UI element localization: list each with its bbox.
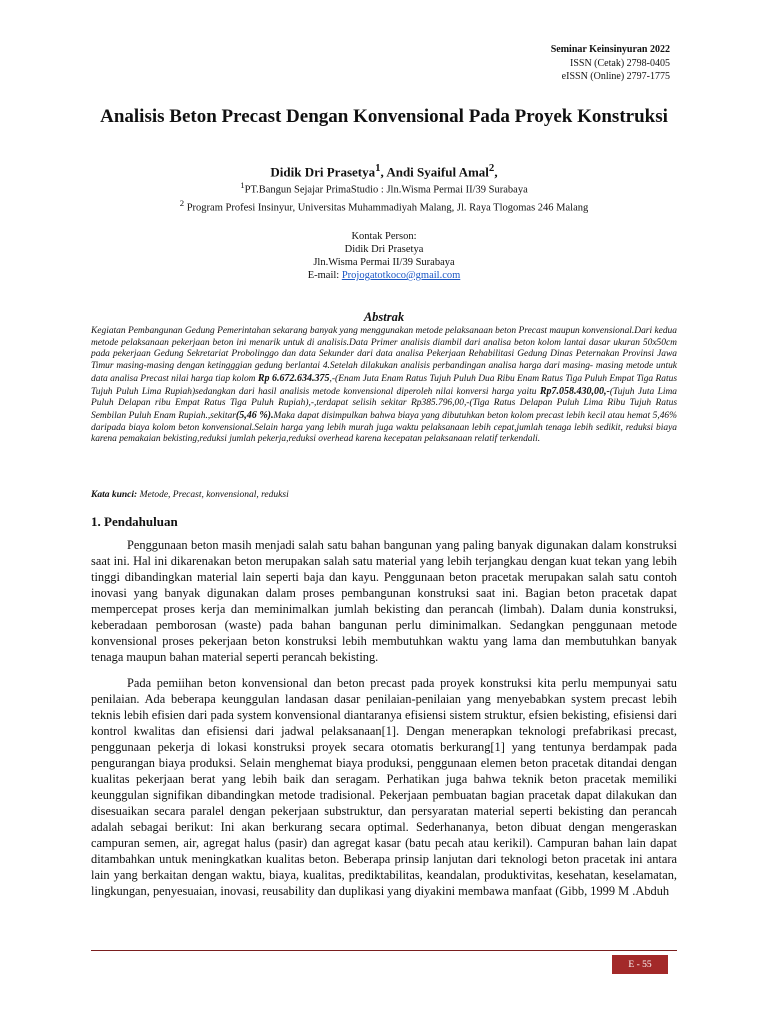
contact-name: Didik Dri Prasetya (344, 244, 424, 255)
author-1: Didik Dri Prasetya (270, 164, 376, 180)
authors (90, 162, 678, 180)
abstract-text (91, 326, 677, 446)
abstract-part-3: (Tujuh Juta Lima Puluh Delapan ribu Empat Ratus Tiga Puluh Rupiah),-,terdapat selisih sekitar Rp385.796,00,-(Tiga Ratus Delapan Puluh Lima Ribu Tujuh Ratus Sembilan Puluh Enam Rupiah.,sekitar (91, 386, 677, 421)
affiliations (90, 179, 678, 214)
contact-block (90, 230, 678, 282)
affiliation-1 (90, 179, 678, 197)
affiliation-1-text: PT.Bangun Sejajar PrimaStudio : Jln.Wisma Permai II/39 Surabaya (244, 184, 528, 196)
abstract-precast-price: Rp 6.672.634.375 (257, 372, 330, 384)
affiliation-1-sup: 1 (240, 180, 245, 190)
abstract-conventional-price: Rp7.058.430,00,- (539, 385, 610, 397)
abstract-part-1: Kegiatan Pembangunan Gedung Pemerintahan sekarang banyak yang menggunakan metode pelaksanaan beton Precast maupun konvensional.Dari kedua metode pelaksanaan pekerjaan beton ini menarik untuk di analisis.Data Primer analisis diambil dari analisa beton kolom lantai dasar ukuran 50x50cm pada pekerjaan Gedung Sekretariat Probolinggo dan data Sekunder dari data analisa Pekerjaan Rehabilitasi Gedung Dinas Peternakan Provinsi Jawa Timur masing-masing dengan ketingggian gedung berlantai 4.Setelah dilakukan analisis perbandingan analisa harga dari masing- masing metode untuk data analisa Precast nilai harga tiap kolom (91, 326, 677, 384)
contact-email-line (90, 269, 678, 282)
abstract-percentage: (5,46 %). (235, 409, 274, 421)
paragraph-1: Penggunaan beton masih menjadi salah satu bahan bangunan yang paling banyak digunakan dalam konstruksi saat ini. Hal ini dikarenakan beton merupakan salah satu material yang lebih terjangkau dengan kuat tekan yang lebih tinggi dibandingkan material lain seperti baja dan kayu. Penggunaan beton pracetak merupakan salah satu contoh inovasi yang banyak digunakan dalam proses pembangunan konstruksi saat ini. Bagian beton pracetak dapat mempercepat proses kerja dan meminimalkan jumlah bekisting dan perancah (limbah). Dalam dunia konstruksi, keberadaan pemborosan (waste) pada bahan bangunan perlu diminimalkan. Sedangkan penggunaan metode konvensional proses pekerjaan beton konstruksi lebih membutuhkan waktu yang lama dan membutuhkan banyak tenaga maupun bahan material seperti perancah bekisting. (91, 538, 677, 664)
section-heading: 1. Pendahuluan (91, 514, 178, 529)
paper-title: Analisis Beton Precast Dengan Konvensional Pada Proyek Konstruksi (100, 106, 668, 127)
issn-online: eISSN (Online) 2797-1775 (561, 71, 670, 82)
footer-rule (91, 950, 677, 951)
email-link[interactable]: Projogatotkoco@gmail.com (341, 270, 461, 281)
affiliation-2-text: Program Profesi Insinyur, Universitas Muhammadiyah Malang, Jl. Raya Tlogomas 246 Malang (186, 202, 589, 213)
keywords-text: Metode, Precast, konvensional, reduksi (137, 490, 289, 500)
keywords (91, 490, 289, 500)
contact-label: Kontak Person: (351, 231, 417, 242)
author-end: , (494, 164, 498, 180)
author-2-sup: 2 (488, 162, 495, 174)
affiliation-2 (90, 197, 678, 215)
contact-address: Jln.Wisma Permai II/39 Surabaya (313, 257, 455, 268)
affiliation-2-sup: 2 (179, 197, 185, 208)
keywords-label: Kata kunci: (91, 490, 138, 500)
abstract-part-2: ,-(Enam Juta Enam Ratus Tujuh Puluh Dua Ribu Enam Ratus Tiga Puluh Empat Tiga Ratus Tujuh Puluh Lima Rupiah)sedangkan dari hasil analisis metode konvensional diperoleh nilai konversi harga yaitu (91, 373, 677, 397)
author-2: Andi Syaiful Amal (386, 164, 489, 180)
journal-header (551, 43, 670, 84)
issn-print: ISSN (Cetak) 2798-0405 (570, 57, 670, 69)
page-number: E - 55 (612, 955, 668, 974)
abstract-heading: Abstrak (363, 310, 405, 324)
abstract-part-4: Maka dapat disimpulkan bahwa biaya yang dibutuhkan beton kolom precast lebih kecil atau hemat 5,46% daripada biaya kolom beton konvensional.Selain harga yang lebih murah juga waktu pelaksanaan lebih cepat,jumlah tenaga lebih sedikit, reduksi biaya karena pemakaian bekisting,reduksi jumlah pekerja,reduksi overhead karena kecepatan pelaksanaan relatif terkendali. (91, 410, 677, 445)
seminar-name: Seminar Keinsinyuran 2022 (550, 44, 670, 55)
author-1-sup: 1 (375, 162, 381, 174)
paragraph-2: Pada pemiihan beton konvensional dan beton precast pada proyek konstruksi kita perlu mempunyai satu penilaian. Ada beberapa keunggulan landasan dasar penilaian-penilaian yang menyebabkan system precast lebih teknis lebih efisien dari pada system konvensional diantaranya efisiensi sistem struktur, efsien bekisting, efisiensi dari kontrol kwalitas dan efisiensi dari jadwal pelaksanaan[1]. Dengan menerapkan teknologi prefabrikasi precast, penggunaan pekerja di lokasi konstruksi proyek secara otomatis berkurang[1] yang tentunya berdampak pada pengurangan biaya produksi. Selain menghemat biaya produksi, penggunaan elemen beton pracetak ditandai dengan kualitas pekerjaan berat yang lebih baik dan seragam. Perhatikan juga bahwa teknik beton pracetak memiliki keunggulan signifikan dibandingkan metode tradisional. Pekerjaan pembuatan bagian pracetak dapat dilakukan dan disesuaikan secara paralel dengan pekerjaan substruktur, dan persyaratan material seperti bekisting dan perancah adalah sebagai berikut: Ini akan berkurang secara optimal. Sederhananya, beton dibuat dengan mengeraskan campuran semen, air, agregat halus (pasir) dan agregat kasar (batu pecah atau kerikil). Campuran bahan lain dapat ditambahkan untuk meningkatkan kualitas beton. Beberapa prinsip lanjutan dari teknologi beton pracetak ini antara lain yang berkaitan dengan waktu, biaya, kualitas, prediktabilitas, keandalan, produktivitas, kesehatan, keselamatan, lingkungan, penyesuaian, inovasi, reusability dan duplikasi yang diyakini membawa manfaat (Gibb, 1999 M .Abduh (91, 676, 677, 898)
author-separator: , (380, 164, 387, 180)
section-body (91, 537, 677, 909)
email-label: E-mail: (307, 270, 342, 281)
